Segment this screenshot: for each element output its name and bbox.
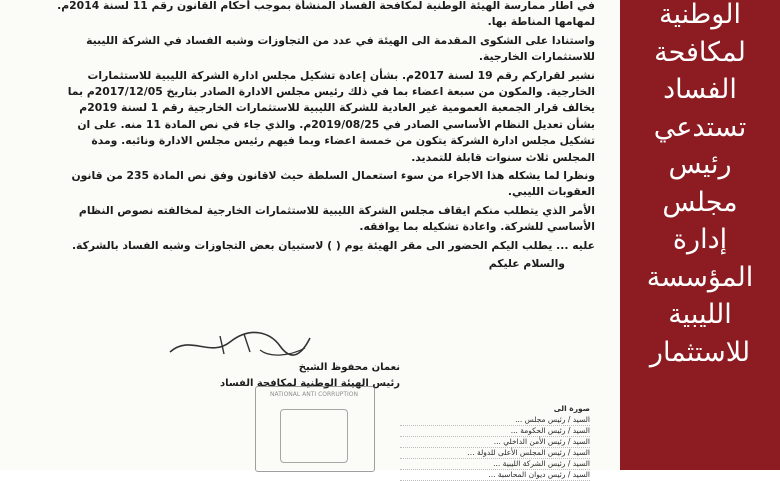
- headline-line: الوطنية: [659, 0, 741, 30]
- letter-closing: والسلام عليكم: [488, 257, 565, 271]
- letter-paragraph-5: الأمر الذي يتطلب منكم ايقاف مجلس الشركة الليبية للاستثمارات الخارجية لمخالفته نصوص النظام الأساسي للشركة. واعادة تشكيله بما يوافقه.: [78, 203, 595, 234]
- letter-paragraph-2: واستنادا على الشكوى المقدمة الى الهيئة في عدد من التجاوزات وشبه الفساد في الشركة الليبية للاستثمارات الخارجية.: [86, 33, 595, 64]
- official-stamp: [255, 386, 375, 472]
- cc-line: السيد / رئيس الحكومة ...: [400, 426, 590, 437]
- cc-line: السيد / رئيس ديوان المحاسبة ...: [400, 470, 590, 481]
- signature-scribble: [160, 328, 320, 362]
- signatory-title: رئيس الهيئة الوطنية لمكافحة الفساد: [219, 378, 400, 389]
- signatory-name: نعمان محفوظ الشيخ: [298, 362, 400, 373]
- headline-line: تستدعي: [653, 111, 747, 143]
- headline-panel: [620, 0, 780, 470]
- cc-line: السيد / رئيس المجلس الأعلى للدولة ...: [400, 448, 590, 459]
- letter-paragraph-4: ونظرا لما يشكله هذا الاجراء من سوء استعمال السلطة حيث لاقانون وفق نص المادة 235 من قانون العقوبات الليبي.: [71, 169, 595, 199]
- cc-list: [380, 404, 590, 481]
- headline-line: الليبية: [668, 299, 732, 330]
- cc-line: السيد / رئيس الشركة الليبية ...: [400, 459, 590, 470]
- headline-line: المؤسسة: [646, 261, 754, 293]
- headline-line: إدارة: [672, 224, 728, 255]
- headline-line: رئيس: [668, 149, 732, 180]
- cc-line: السيد / رئيس مجلس ...: [400, 415, 590, 426]
- headline-title: [620, 0, 780, 371]
- headline-line: لمكافحة: [654, 36, 746, 68]
- stamp-header-text: NATIONAL ANTI CORRUPTION: [270, 391, 358, 398]
- cc-title: صورة الى: [553, 404, 590, 413]
- stamp-emblem: [280, 409, 348, 463]
- letter-paragraph-3: نشير لقراركم رقم 19 لسنة 2017م. بشأن إعادة تشكيل مجلس ادارة الشركة الليبية للاستثمارات الخارجية. والمكون من سبعة اعضاء بما في ذلك رئيس مجلس الادارة الصادر بتاريخ 2017/12/05م بما يخالف قرار الجمعية العمومية غير العادية للشركة الليبية للاستثمارات الخارجية رقم 1 لسنة 2019م بشأن تعديل النظام الأساسي الصادر في 2019/08/25م. والذي جاء في نص المادة 11 منه. على ان تشكيل مجلس ادارة الشركة يتكون من خمسة اعضاء وبما فيهم رئيس مجلس الادارة ونائبه. ومدة المجلس ثلاث سنوات قابلة للتمديد.: [67, 68, 595, 164]
- headline-line: للاستثمار: [649, 336, 751, 368]
- cc-line: السيد / رئيس الأمن الداخلي ...: [400, 437, 590, 448]
- letter-paragraph-6: عليه ... يطلب اليكم الحضور الى مقر الهيئة يوم ( ) لاستبيان بعض التجاوزات وشبه الفساد بالشركة.: [71, 238, 595, 252]
- headline-line: مجلس: [662, 186, 738, 218]
- letter-paragraph-1: في اطار ممارسة الهيئة الوطنية لمكافحة الفساد المنشأة بموجب أحكام القانون رقم 11 لسنة 2014م. لمهامها المناطة بها.: [57, 0, 595, 29]
- letter-body: [55, 0, 595, 275]
- headline-line: الفساد: [663, 74, 737, 105]
